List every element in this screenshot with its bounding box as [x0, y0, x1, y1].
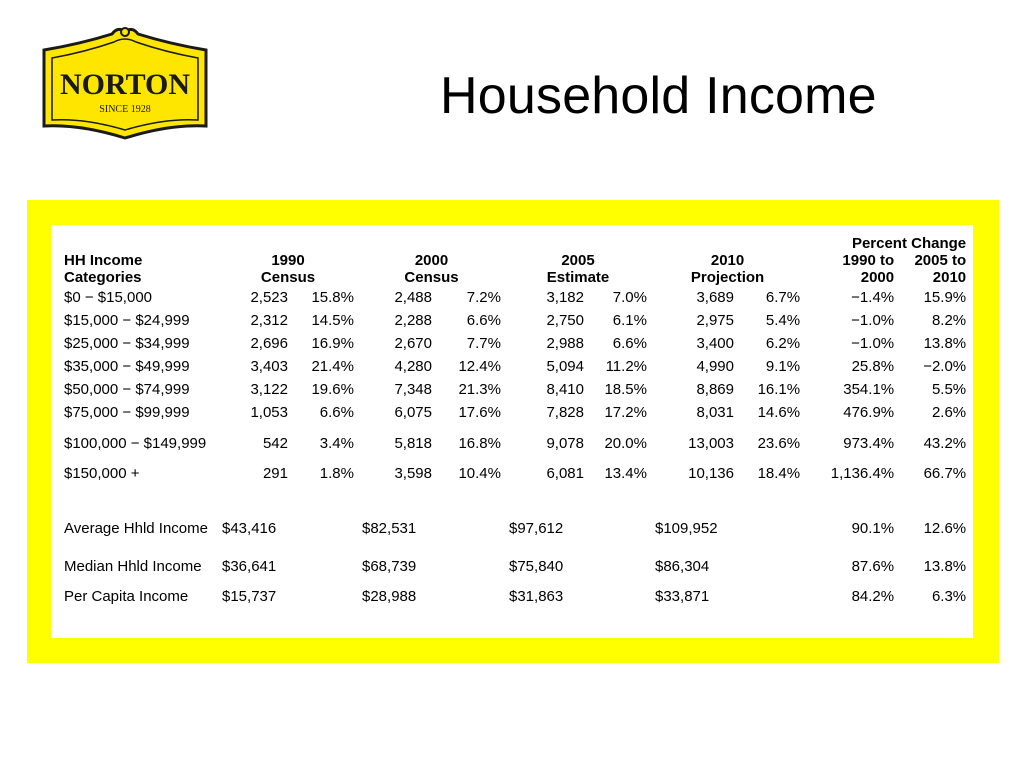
change-1990-2000-cell: 84.2%: [851, 588, 895, 605]
value-1990-cell: 2,312: [250, 312, 288, 329]
change-2005-2010-cell: 15.9%: [923, 289, 967, 306]
change-2005-2010-cell: 5.5%: [931, 381, 967, 398]
change-2005-2010-cell: 66.7%: [923, 465, 967, 482]
value-2005-cell: 9,078: [546, 434, 584, 452]
value-2005-cell: 2,988: [546, 335, 584, 352]
pct-2010-cell: 14.6%: [757, 404, 801, 421]
value-2010-cell: 8,031: [696, 404, 734, 421]
value-2005-cell: 8,410: [546, 381, 584, 398]
change-2005-2010-cell: 12.6%: [923, 519, 967, 537]
value-2000-cell: 4,280: [394, 358, 432, 375]
pct-2010-cell: 6.7%: [765, 289, 801, 306]
value-2000-cell: $28,988: [362, 588, 417, 605]
change-2005-2010-cell: 13.8%: [923, 557, 967, 575]
category-cell: $150,000 +: [64, 465, 140, 482]
value-2010-cell: 3,689: [696, 289, 734, 306]
value-2000-cell: 3,598: [394, 465, 432, 482]
change-2005-2010-cell: 43.2%: [923, 434, 967, 452]
page-title: Household Income: [440, 67, 877, 125]
category-cell: $50,000 − $74,999: [64, 381, 190, 398]
pct-1990-cell: 19.6%: [311, 381, 354, 398]
pct-2010-cell: 6.2%: [765, 335, 801, 352]
value-1990-cell: 3,403: [250, 358, 288, 375]
percent-change-header: Percent Change: [851, 235, 967, 252]
pct-2005-cell: 7.0%: [612, 289, 647, 306]
pct-2000-cell: 12.4%: [458, 358, 501, 375]
value-1990-cell: 542: [262, 434, 288, 452]
pct-2000-cell: 17.6%: [458, 404, 501, 421]
change-1990-2000-cell: 25.8%: [851, 358, 895, 375]
category-cell: $25,000 − $34,999: [64, 335, 190, 352]
value-2010-cell: $33,871: [655, 588, 710, 605]
pct-2005-cell: 6.6%: [612, 335, 647, 352]
aggregate-row: [60, 585, 970, 608]
pct-2005-cell: 18.5%: [604, 381, 647, 398]
change-2005-2010-cell: 2.6%: [931, 404, 967, 421]
pct-2005-cell: 11.2%: [605, 358, 647, 375]
value-2005-cell: $75,840: [509, 557, 564, 575]
change-1990-2000-cell: 476.9%: [843, 404, 895, 421]
value-2000-cell: 6,075: [394, 404, 432, 421]
change-1990-2000-cell: 354.1%: [843, 381, 895, 398]
aggregate-row: [60, 547, 970, 585]
pct-1990-cell: 15.8%: [311, 289, 354, 306]
category-cell: Average Hhld Income: [64, 519, 208, 537]
change-1990-2000-cell: −1.0%: [851, 312, 895, 329]
value-1990-cell: 291: [262, 465, 288, 482]
value-2000-cell: $82,531: [362, 519, 417, 537]
value-1990-cell: 2,696: [250, 335, 288, 352]
pct-1990-cell: 1.8%: [319, 465, 354, 482]
value-2010-cell: 10,136: [688, 465, 734, 482]
change-1990-2000-cell: 1,136.4%: [830, 465, 895, 482]
value-2000-cell: 2,288: [394, 312, 432, 329]
pct-1990-cell: 16.9%: [311, 335, 354, 352]
category-cell: $75,000 − $99,999: [64, 404, 190, 421]
pct-2000-cell: 16.8%: [458, 434, 501, 452]
value-2005-cell: 7,828: [546, 404, 584, 421]
category-cell: Median Hhld Income: [64, 557, 202, 575]
value-2005-cell: 6,081: [546, 465, 584, 482]
pct-2005-cell: 6.1%: [612, 312, 647, 329]
value-2010-cell: 13,003: [688, 434, 734, 452]
change-2005-2010-cell: 8.2%: [931, 312, 967, 329]
category-cell: $0 − $15,000: [64, 289, 153, 306]
value-2010-cell: $86,304: [655, 557, 710, 575]
change-1990-2000-cell: 90.1%: [851, 519, 895, 537]
pct-2000-cell: 7.7%: [466, 335, 501, 352]
value-2000-cell: 2,488: [394, 289, 432, 306]
value-2005-cell: $31,863: [509, 588, 564, 605]
pct-2010-cell: 18.4%: [757, 465, 801, 482]
value-2005-cell: 3,182: [546, 289, 584, 306]
change-1990-2000-cell: −1.4%: [851, 289, 895, 306]
value-2005-cell: $97,612: [509, 519, 564, 537]
year-2005-header: 2005 Estimate: [546, 252, 610, 286]
pct-2010-cell: 16.1%: [757, 381, 801, 398]
value-2010-cell: 8,869: [696, 381, 734, 398]
pct-1990-cell: 14.5%: [311, 312, 354, 329]
table-row: [60, 378, 970, 401]
value-2005-cell: 5,094: [546, 358, 584, 375]
table-row: [60, 401, 970, 424]
table-row: [60, 286, 970, 309]
value-2005-cell: 2,750: [546, 312, 584, 329]
category-header: HH Income Categories: [64, 252, 143, 286]
table-row: [60, 462, 970, 485]
pct-1990-cell: 6.6%: [319, 404, 354, 421]
table-row: [60, 309, 970, 332]
pct-2000-cell: 6.6%: [466, 312, 501, 329]
value-2000-cell: 5,818: [394, 434, 432, 452]
household-income-table: [60, 235, 970, 608]
value-1990-cell: 2,523: [250, 289, 288, 306]
logo-name: NORTON: [59, 68, 191, 101]
value-2000-cell: 2,670: [394, 335, 432, 352]
category-cell: $35,000 − $49,999: [64, 358, 190, 375]
change-1990-2000-cell: 973.4%: [843, 434, 895, 452]
change-2005-2010-cell: −2.0%: [923, 358, 967, 375]
aggregate-row: [60, 509, 970, 547]
pct-2005-cell: 20.0%: [604, 434, 647, 452]
logo-tagline: SINCE 1928: [99, 104, 151, 115]
value-2010-cell: 2,975: [696, 312, 734, 329]
logo-crest-ornament: [121, 28, 129, 36]
value-1990-cell: 1,053: [250, 404, 288, 421]
year-2000-header: 2000 Census: [404, 252, 459, 286]
value-2000-cell: $68,739: [362, 557, 417, 575]
change-2005-2010-cell: 13.8%: [923, 335, 967, 352]
change-2005-2010-header: 2005 to 2010: [914, 252, 967, 286]
table-spacer-row: [60, 485, 970, 509]
category-cell: Per Capita Income: [64, 588, 189, 605]
table-row: [60, 355, 970, 378]
norton-logo: [30, 22, 220, 142]
change-1990-2000-cell: −1.0%: [851, 335, 895, 352]
pct-2005-cell: 13.4%: [604, 465, 647, 482]
table-row: [60, 332, 970, 355]
change-2005-2010-cell: 6.3%: [931, 588, 967, 605]
value-2010-cell: $109,952: [655, 519, 718, 537]
value-2010-cell: 4,990: [696, 358, 734, 375]
year-1990-header: 1990 Census: [260, 252, 316, 286]
pct-1990-cell: 21.4%: [311, 358, 354, 375]
pct-2010-cell: 9.1%: [765, 358, 801, 375]
pct-1990-cell: 3.4%: [319, 434, 354, 452]
table-row: [60, 424, 970, 462]
pct-2000-cell: 21.3%: [458, 381, 501, 398]
year-2010-header: 2010 Projection: [690, 252, 765, 286]
change-1990-2000-cell: 87.6%: [851, 557, 895, 575]
value-2000-cell: 7,348: [394, 381, 432, 398]
pct-2000-cell: 7.2%: [466, 289, 501, 306]
pct-2000-cell: 10.4%: [458, 465, 501, 482]
table-header-row: [60, 252, 970, 286]
pct-2010-cell: 5.4%: [765, 312, 801, 329]
value-1990-cell: $43,416: [222, 519, 277, 537]
table-panel: [51, 225, 973, 638]
pct-2005-cell: 17.2%: [604, 404, 647, 421]
category-cell: $15,000 − $24,999: [64, 312, 190, 329]
value-1990-cell: $36,641: [222, 557, 277, 575]
pct-2010-cell: 23.6%: [757, 434, 801, 452]
value-1990-cell: 3,122: [250, 381, 288, 398]
table-header-row-top: [60, 235, 970, 252]
category-cell: $100,000 − $149,999: [64, 434, 207, 452]
change-1990-2000-header: 1990 to 2000: [842, 252, 895, 286]
value-2010-cell: 3,400: [696, 335, 734, 352]
value-1990-cell: $15,737: [222, 588, 277, 605]
